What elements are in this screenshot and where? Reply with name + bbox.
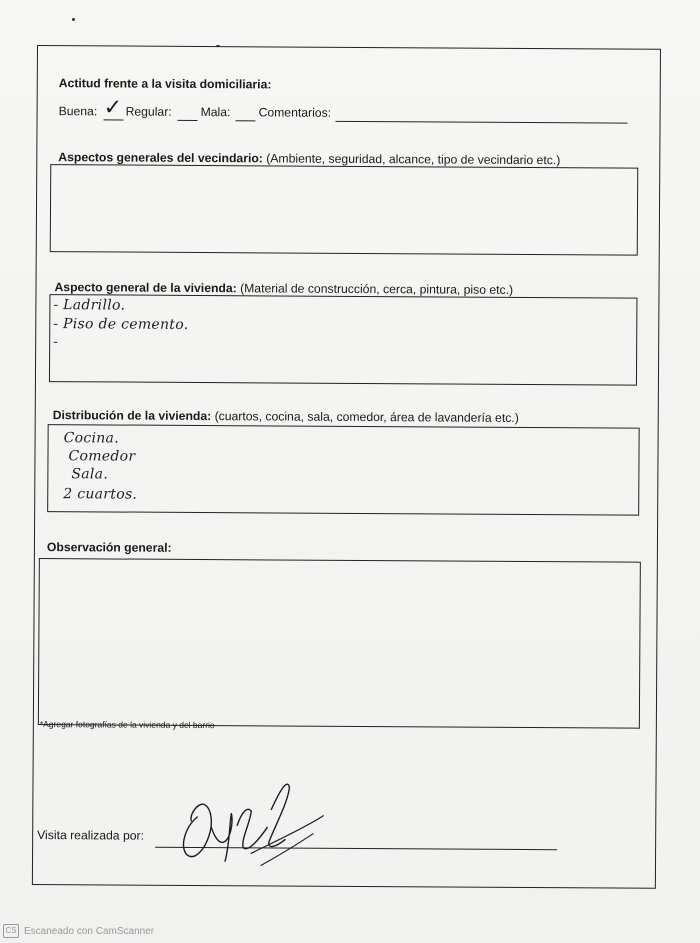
vecindario-hint: (Ambiente, seguridad, alcance, tipo de vecindario etc.) — [266, 151, 561, 168]
mala-label: Mala: — [200, 105, 231, 120]
vivienda-box[interactable] — [49, 294, 638, 386]
regular-answer-line[interactable] — [178, 120, 198, 121]
distribucion-title: Distribución de la vivienda: — [52, 408, 212, 424]
comentarios-label: Comentarios: — [258, 105, 332, 120]
vecindario-title: Aspectos generales del vecindario: — [58, 150, 263, 166]
form-frame — [32, 45, 661, 889]
vecindario-box[interactable] — [50, 164, 639, 256]
distribucion-line-2: Comedor — [68, 448, 136, 465]
distribucion-line-1: Cocina. — [63, 430, 120, 447]
vivienda-line-2: - Piso de cemento. — [53, 316, 189, 333]
vivienda-line-1: - Ladrillo. — [53, 297, 126, 314]
mala-answer-line[interactable] — [236, 120, 256, 121]
distribucion-heading — [53, 408, 519, 425]
camscanner-logo-icon: CS — [3, 924, 19, 938]
signature-image — [175, 769, 326, 870]
actitud-title: Actitud frente a la visita domiciliaria: — [58, 76, 272, 92]
fotografias-note: *Agregar fotografías de la vivienda y del barrio — [39, 719, 215, 731]
visita-label: Visita realizada por: — [37, 828, 145, 843]
camscanner-text: Escaneado con CamScanner — [24, 925, 155, 937]
buena-label: Buena: — [58, 104, 98, 119]
distribucion-hint: (cuartos, cocina, sala, comedor, área de lavandería etc.) — [214, 409, 519, 425]
vivienda-title: Aspecto general de la vivienda: — [54, 280, 237, 296]
camscanner-footer — [3, 924, 154, 938]
scan-speck — [72, 18, 75, 21]
distribucion-box[interactable] — [47, 424, 640, 516]
comentarios-answer-line[interactable] — [336, 121, 628, 124]
observacion-box[interactable] — [38, 558, 641, 729]
distribucion-line-4: 2 cuartos. — [63, 486, 138, 503]
regular-label: Regular: — [125, 104, 172, 119]
vivienda-line-3: - — [53, 334, 59, 351]
vivienda-hint: (Material de construcción, cerca, pintura, piso etc.) — [240, 281, 514, 297]
buena-check-mark: ✓ — [103, 95, 123, 121]
observacion-title: Observación general: — [46, 540, 172, 555]
distribucion-line-3: Sala. — [71, 466, 109, 483]
